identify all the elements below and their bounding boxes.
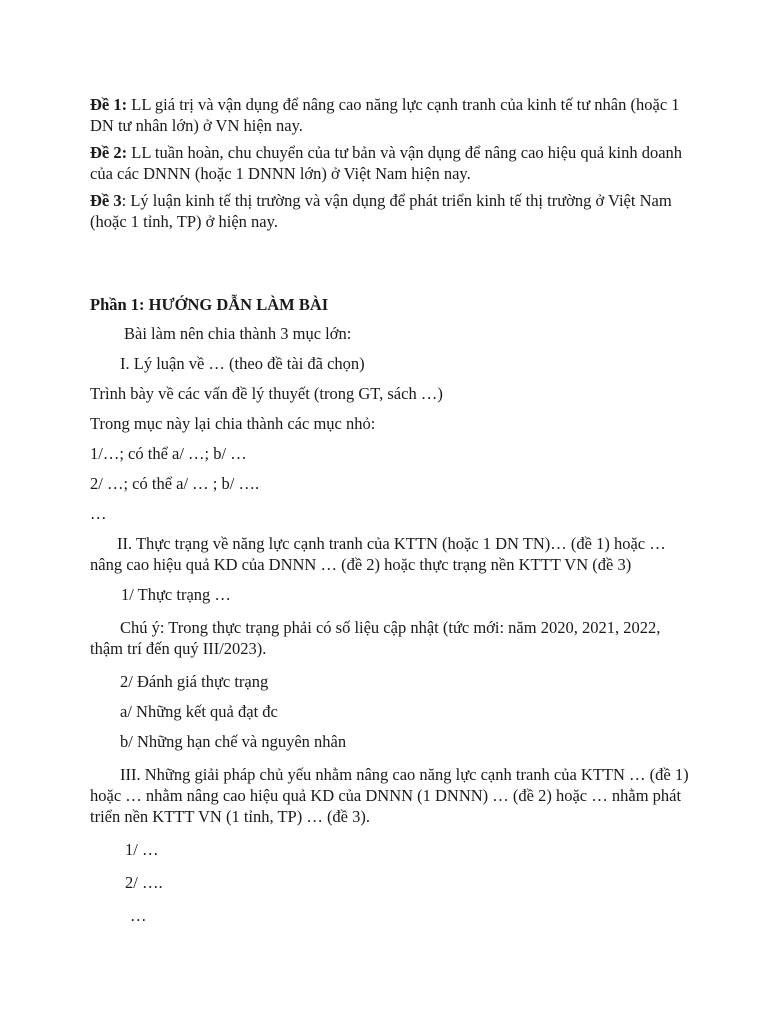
guide-line-12: a/ Những kết quả đạt đc <box>120 702 278 721</box>
topic-3-label: Đề 3 <box>90 191 122 210</box>
topic-2-text: LL tuần hoàn, chu chuyển của tư bản và vận dụng để nâng cao hiệu quả kinh doanh của các DNNN (hoặc 1 DNNN lớn) ở Việt Nam hiện nay. <box>90 143 683 183</box>
section-title: Phần 1: HƯỚNG DẪN LÀM BÀI <box>90 295 329 314</box>
guide-line-6: 2/ …; có thể a/ … ; b/ …. <box>90 474 260 493</box>
guide-line-7: … <box>90 504 107 523</box>
document-page <box>90 94 690 935</box>
topic-1-text: LL giá trị và vận dụng để nâng cao năng lực cạnh tranh của kinh tế tư nhân (hoặc 1 DN tư nhân lớn) ở VN hiện nay. <box>90 95 680 135</box>
guide-line-17: … <box>130 906 147 925</box>
guide-line-5: 1/…; có thể a/ …; b/ … <box>90 444 247 463</box>
guide-line-15: 1/ … <box>125 840 159 859</box>
guide-line-14: III. Những giải pháp chủ yếu nhằm nâng cao năng lực cạnh tranh của KTTN … (đề 1) hoặc … nhằm nâng cao hiệu quả KD của DNNN (1 DNNN) … (đề 2) hoặc … nhằm phát triển nền KTTT VN (1 tỉnh, TP) … (đề 3). <box>90 765 689 826</box>
guide-line-10: Chú ý: Trong thực trạng phải có số liệu cập nhật (tức mới: năm 2020, 2021, 2022, thậm trí đến quý III/2023). <box>90 618 661 658</box>
guide-line-2: I. Lý luận về … (theo đề tài đã chọn) <box>120 354 365 373</box>
guide-line-8: II. Thực trạng về năng lực cạnh tranh của KTTN (hoặc 1 DN TN)… (đề 1) hoặc … nâng cao hiệu quả KD của DNNN … (đề 2) hoặc thực trạng nền KTTT VN (đề 3) <box>90 534 666 574</box>
guide-line-1: Bài làm nên chia thành 3 mục lớn: <box>124 324 352 343</box>
topic-3 <box>90 190 690 232</box>
topic-2-label: Đề 2: <box>90 143 128 162</box>
topic-1 <box>90 94 690 136</box>
guide-line-13: b/ Những hạn chế và nguyên nhân <box>120 732 347 751</box>
guide-line-3: Trình bày về các vấn đề lý thuyết (trong GT, sách …) <box>90 384 443 403</box>
guide-line-16: 2/ …. <box>125 873 163 892</box>
topic-2 <box>90 142 690 184</box>
guide-line-4: Trong mục này lại chia thành các mục nhỏ: <box>90 414 376 433</box>
topic-3-text: : Lý luận kinh tế thị trường và vận dụng để phát triển kinh tế thị trường ở Việt Nam (hoặc 1 tỉnh, TP) ở hiện nay. <box>90 191 672 231</box>
guide-line-11: 2/ Đánh giá thực trạng <box>120 672 269 691</box>
topic-1-label: Đề 1: <box>90 95 128 114</box>
guide-line-9: 1/ Thực trạng … <box>121 585 231 604</box>
